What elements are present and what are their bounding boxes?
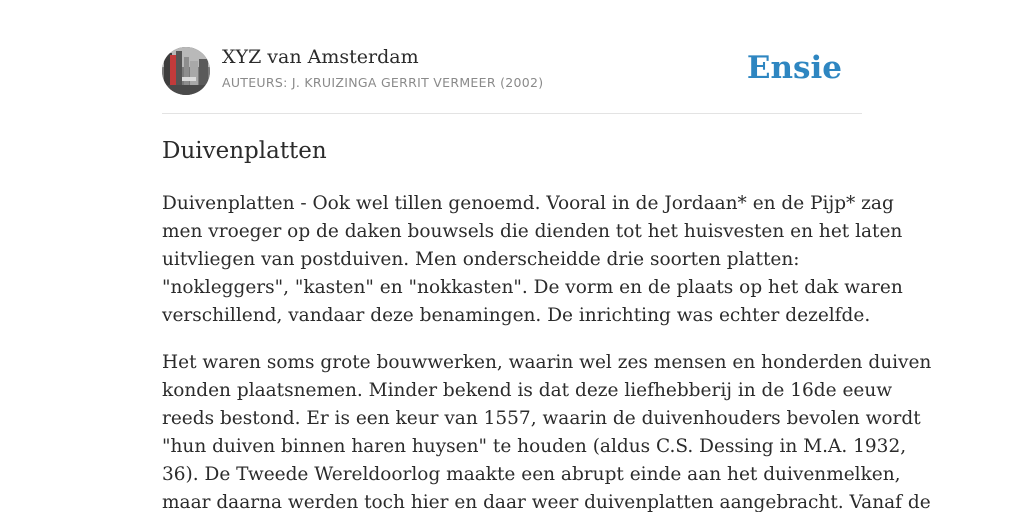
paragraph-line: men vroeger op de daken bouwsels die dienden tot het huisvesten en het laten	[162, 221, 903, 242]
paragraph-1	[162, 190, 903, 330]
paragraph-line: Het waren soms grote bouwwerken, waarin wel zes mensen en honderden duiven	[162, 352, 932, 373]
paragraph-line: uitvliegen van postduiven. Men onderscheidde drie soorten platten:	[162, 249, 800, 270]
paragraph-line: maar daarna werden toch hier en daar weer duivenplatten aangebracht. Vanaf de	[162, 492, 931, 512]
paragraph-line: Duivenplatten - Ook wel tillen genoemd. Vooral in de Jordaan* en de Pijp* zag	[162, 193, 894, 214]
paragraph-line: "hun duiven binnen haren huysen" te houden (aldus C.S. Dessing in M.A. 1932,	[162, 436, 907, 457]
book-authors: AUTEURS: J. KRUIZINGA GERRIT VERMEER (2002)	[222, 75, 544, 90]
book-header	[162, 0, 862, 114]
book-cover-avatar[interactable]	[162, 47, 210, 95]
book-title[interactable]: XYZ van Amsterdam	[222, 46, 419, 68]
paragraph-line: konden plaatsnemen. Minder bekend is dat deze liefhebberij in de 16de eeuw	[162, 380, 893, 401]
book-cover-image	[162, 47, 210, 95]
article-container	[162, 0, 932, 512]
ensie-logo-link[interactable]: Ensie	[746, 50, 842, 86]
entry-body	[162, 190, 932, 512]
entry-title: Duivenplatten	[162, 138, 327, 164]
paragraph-line: reeds bestond. Er is een keur van 1557, waarin de duivenhouders bevolen wordt	[162, 408, 921, 429]
paragraph-line: 36). De Tweede Wereldoorlog maakte een abrupt einde aan het duivenmelken,	[162, 464, 901, 485]
paragraph-line: "nokleggers", "kasten" en "nokkasten". De vorm en de plaats op het dak waren	[162, 277, 903, 298]
paragraph-2	[162, 349, 932, 512]
paragraph-line: verschillend, vandaar deze benamingen. De inrichting was echter dezelfde.	[162, 305, 871, 326]
